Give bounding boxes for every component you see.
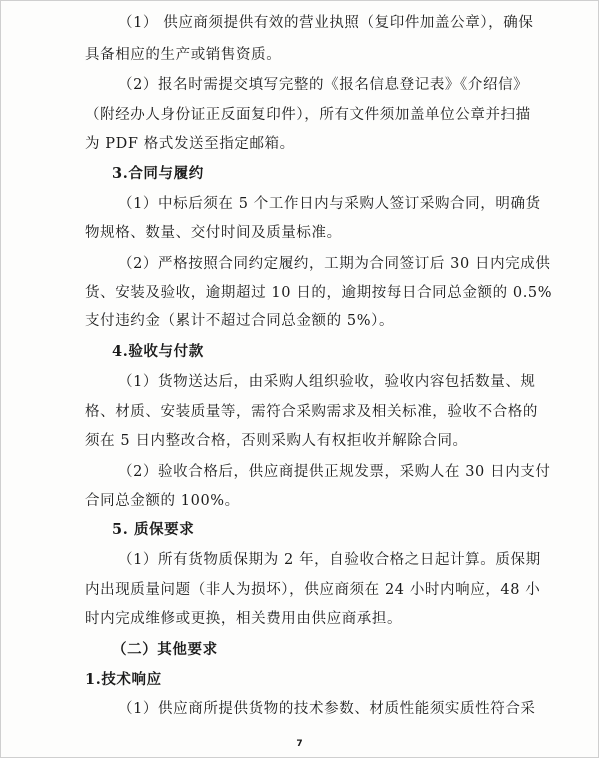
- text-line: 货、安装及验收，逾期超过 10 日的，逾期按每日合同总金额的 0.5%: [85, 285, 553, 301]
- text-line: 为 PDF 格式发送至指定邮箱。: [85, 136, 295, 152]
- text-line: （1） 供应商须提供有效的营业执照（复印件加盖公章），确保: [118, 15, 534, 31]
- section-heading: 1.技术响应: [85, 671, 162, 688]
- section-heading: （二）其他要求: [112, 641, 218, 658]
- text-line: 须在 5 日内整改合格，否则采购人有权拒收并解除合同。: [85, 433, 468, 449]
- text-line: （1）中标后须在 5 个工作日内与采购人签订采购合同，明确货: [118, 196, 541, 212]
- text-line: 具备相应的生产或销售资质。: [85, 47, 282, 63]
- text-line: （附经办人身份证正反面复印件），所有文件须加盖单位公章并扫描: [85, 107, 531, 123]
- section-heading: 4.验收与付款: [112, 343, 204, 360]
- text-line: （1）所有货物质保期为 2 年，自验收合格之日起计算。质保期: [118, 552, 541, 568]
- text-line: 时内完成维修或更换，相关费用由供应商承担。: [85, 611, 403, 627]
- text-line: 物规格、数量、交付时间及质量标准。: [85, 225, 342, 241]
- page-number: 7: [296, 739, 303, 749]
- section-heading: 3.合同与履约: [112, 165, 204, 182]
- section-heading: 5. 质保要求: [112, 521, 195, 538]
- text-line: 格、材质、安装质量等，需符合采购需求及相关标准，验收不合格的: [85, 404, 538, 420]
- text-line: （2）严格按照合同约定履约，工期为合同签订后 30 日内完成供: [118, 256, 551, 272]
- text-line: （2）验收合格后，供应商提供正规发票，采购人在 30 日内支付: [118, 464, 551, 480]
- text-line: （1）供应商所提供货物的技术参数、材质性能须实质性符合采: [118, 701, 536, 717]
- text-line: 支付违约金（累计不超过合同总金额的 5%）。: [85, 313, 395, 329]
- text-line: （2）报名时需提交填写完整的《报名信息登记表》《介绍信》: [118, 77, 529, 93]
- text-line: （1）货物送达后，由采购人组织验收，验收内容包括数量、规: [118, 374, 536, 390]
- text-line: 内出现质量问题（非人为损坏），供应商须在 24 小时内响应，48 小: [85, 582, 541, 598]
- text-line: 合同总金额的 100%。: [85, 493, 240, 509]
